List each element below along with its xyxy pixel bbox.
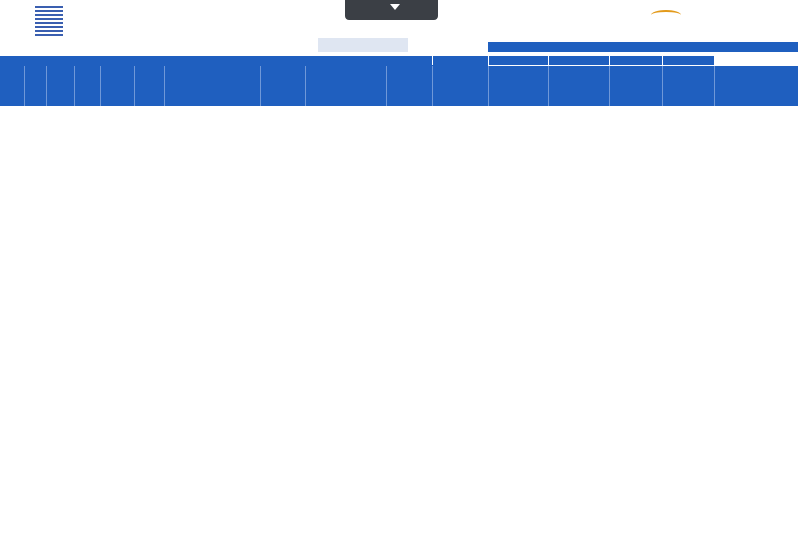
column-header-9 [305,66,386,106]
column-header-11 [432,66,488,106]
column-header-16 [714,66,798,106]
column-header-1 [0,66,24,106]
logo-arc-icon [651,10,681,20]
column-header-15 [662,66,714,106]
column-header-5 [100,66,134,106]
column-header-13 [548,66,609,106]
option-number-3 [548,56,609,65]
column-header-4 [74,66,100,106]
rectangular-snip-shape[interactable] [318,38,408,52]
open-with-button[interactable] [345,0,438,20]
option-number-4 [609,56,662,65]
option-number-2 [488,56,548,65]
column-header-7 [164,66,260,106]
column-header-12 [488,66,548,106]
unit-section-header [0,56,197,66]
column-header-2 [24,66,46,106]
baseline-logo [35,4,155,38]
cebu-landmasters-logo [625,8,740,38]
column-header-8 [260,66,305,106]
column-header-10 [386,66,432,106]
baseline-logo-icon [35,6,63,36]
column-header-14 [609,66,662,106]
column-header-3 [46,66,74,106]
column-header-6 [134,66,164,106]
option-number-5 [662,56,714,65]
payment-options-header [488,42,798,52]
option-number-1 [432,56,488,65]
caret-down-icon [390,4,400,10]
